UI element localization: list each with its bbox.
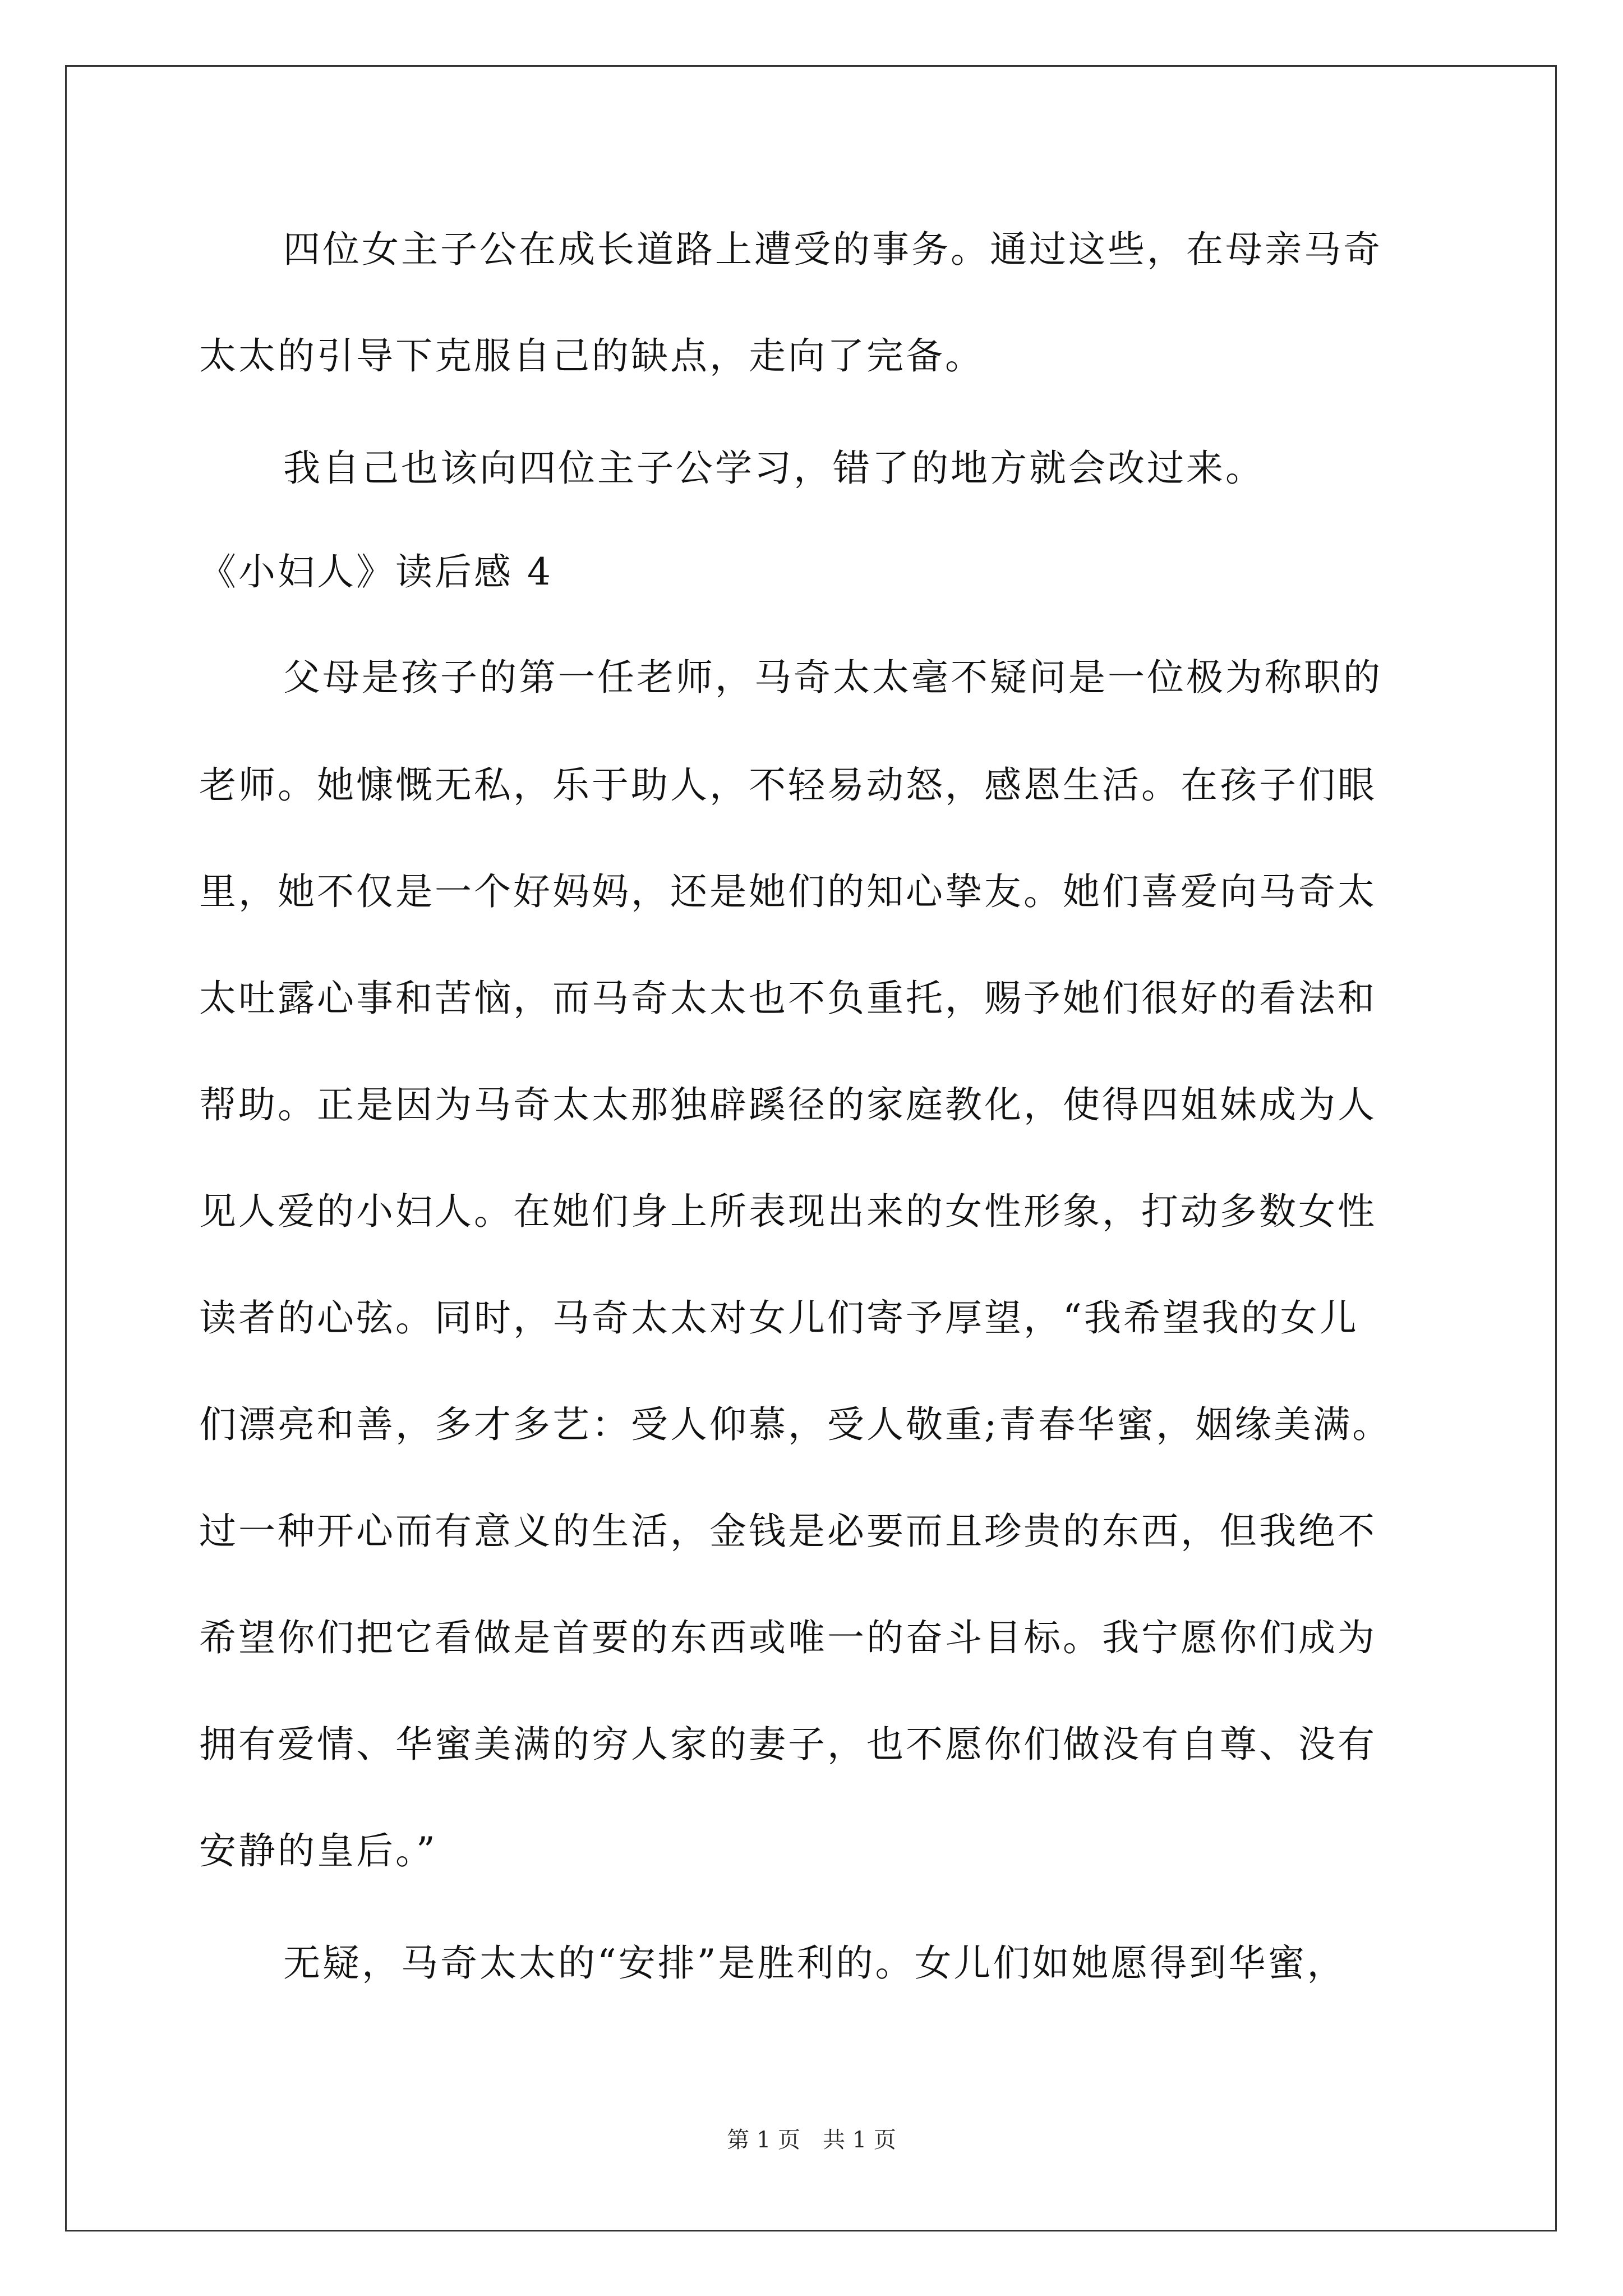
paragraph-line: 过一种开心而有意义的生活，金钱是必要而且珍贵的东西，但我绝不 xyxy=(199,1510,1377,1553)
paragraph-line: 读者的心弦。同时，马奇太太对女儿们寄予厚望，“我希望我的女儿 xyxy=(199,1296,1359,1340)
paragraph-line: 拥有爱情、华蜜美满的穷人家的妻子，也不愿你们做没有自尊、没有 xyxy=(199,1723,1377,1766)
paragraph-line: 父母是孩子的第一任老师，马奇太太毫不疑问是一位极为称职的 xyxy=(283,656,1382,699)
paragraph-line: 安静的皇后。” xyxy=(199,1829,437,1872)
paragraph-line: 希望你们把它看做是首要的东西或唯一的奋斗目标。我宁愿你们成为 xyxy=(199,1616,1377,1659)
page-number: 第 1 页 xyxy=(727,2127,800,2153)
paragraph-line: 见人爱的小妇人。在她们身上所表现出来的女性形象，打动多数女性 xyxy=(199,1190,1377,1233)
page-footer xyxy=(0,2126,1623,2154)
page-total: 共 1 页 xyxy=(823,2127,896,2153)
paragraph-line: 无疑，马奇太太的“安排”是胜利的。女儿们如她愿得到华蜜， xyxy=(283,1941,1347,1985)
paragraph-line: 太太的引导下克服自己的缺点，走向了完备。 xyxy=(199,334,984,378)
paragraph-line: 四位女主子公在成长道路上遭受的事务。通过这些，在母亲马奇 xyxy=(283,228,1382,271)
paragraph-line: 里，她不仅是一个好妈妈，还是她们的知心挚友。她们喜爱向马奇太 xyxy=(199,870,1377,913)
section-heading: 《小妇人》读后感 4 xyxy=(199,550,553,593)
paragraph-line: 帮助。正是因为马奇太太那独辟蹊径的家庭教化，使得四姐妹成为人 xyxy=(199,1083,1377,1126)
paragraph-line: 老师。她慷慨无私，乐于助人，不轻易动怒，感恩生活。在孩子们眼 xyxy=(199,763,1377,807)
page-border xyxy=(65,65,1557,2231)
paragraph-line: 们漂亮和善，多才多艺：受人仰慕，受人敬重;青春华蜜，姻缘美满。 xyxy=(199,1403,1392,1446)
paragraph-line: 太吐露心事和苦恼，而马奇太太也不负重托，赐予她们很好的看法和 xyxy=(199,977,1377,1020)
paragraph-line: 我自己也该向四位主子公学习，错了的地方就会改过来。 xyxy=(283,447,1265,490)
